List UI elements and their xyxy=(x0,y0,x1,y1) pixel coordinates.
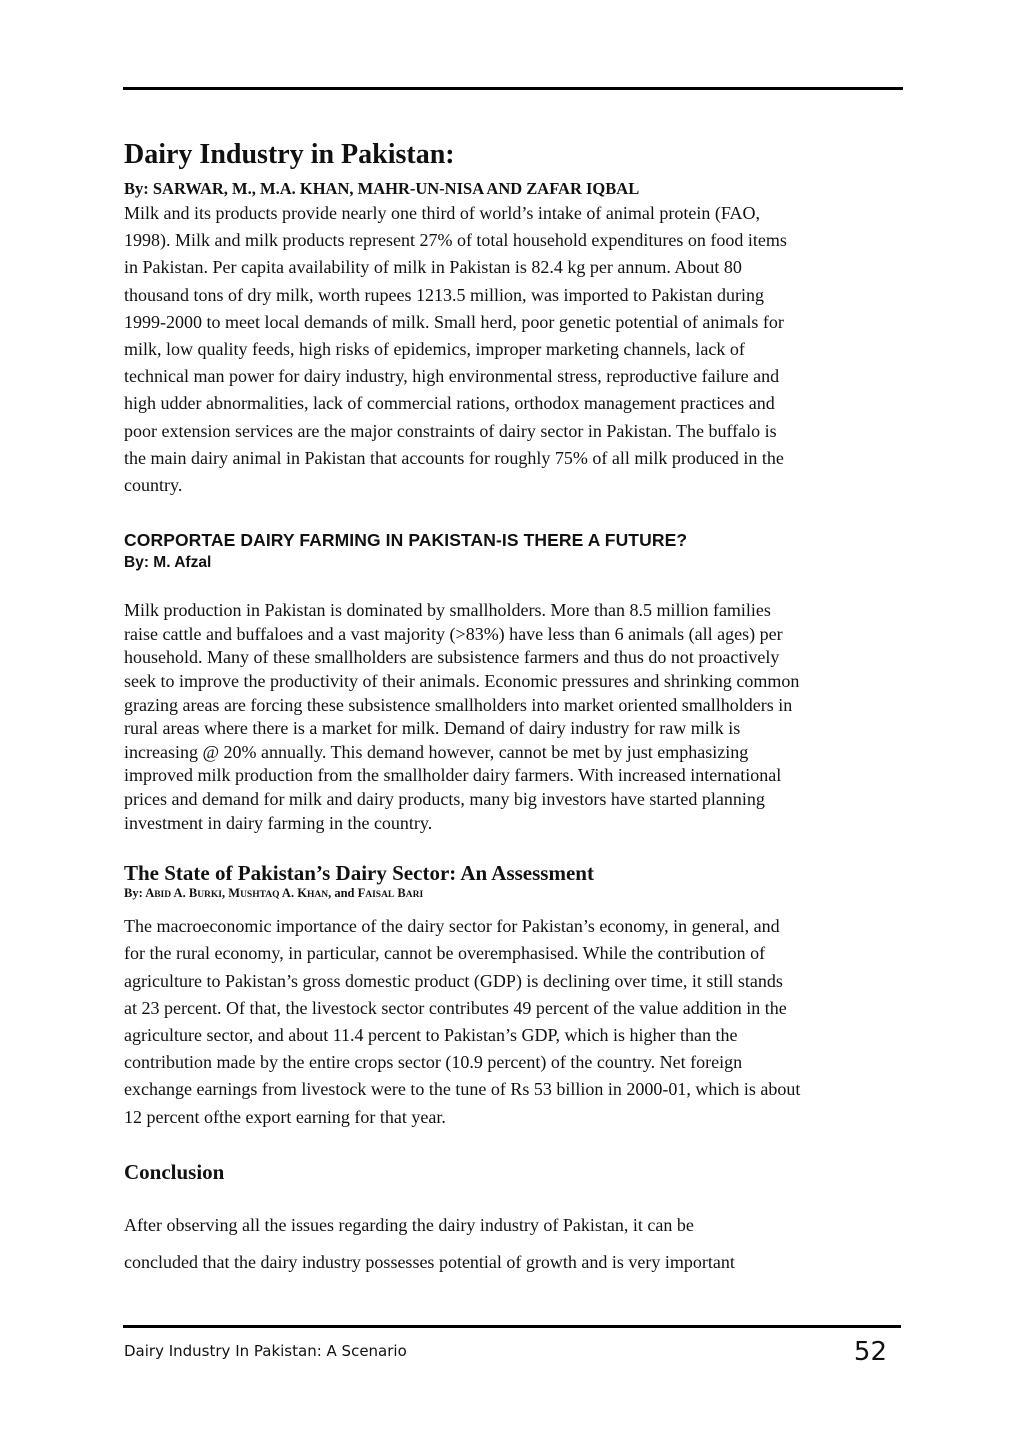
section2-title: CORPORTAE DAIRY FARMING IN PAKISTAN-IS THERE A FUTURE? xyxy=(124,530,688,551)
section3-body xyxy=(124,913,902,1131)
text-line: Milk and its products provide nearly one third of world’s intake of animal protein (FAO, xyxy=(124,203,761,223)
byline-smallcaps: AISAL xyxy=(365,890,395,901)
text-line: 12 percent ofthe export earning for that year. xyxy=(124,1106,446,1127)
text-line: After observing all the issues regarding the dairy industry of Pakistan, it can be xyxy=(124,1214,694,1235)
text-line: investment in dairy farming in the country. xyxy=(124,812,433,833)
text-line: high udder abnormalities, lack of commercial rations, orthodox management practices and xyxy=(124,393,775,414)
section4-body xyxy=(124,1207,902,1281)
footer-rule xyxy=(123,1325,901,1328)
byline-initial: B xyxy=(397,886,406,901)
byline-separator: , and xyxy=(328,886,358,901)
text-line: raise cattle and buffaloes and a vast majority (>83%) have less than 6 animals (all ages) per xyxy=(124,623,783,644)
section4-title: Conclusion xyxy=(124,1159,225,1184)
text-line: concluded that the dairy industry possesses potential of growth and is very important xyxy=(124,1251,735,1272)
text-line: the main dairy animal in Pakistan that accounts for roughly 75% of all milk produced in the xyxy=(124,447,784,468)
text-line: thousand tons of dry milk, worth rupees 1213.5 million, was imported to Pakistan during xyxy=(124,284,764,305)
text-line: improved milk production from the smallholder dairy farmers. With increased international xyxy=(124,765,782,786)
text-line: milk, low quality feeds, high risks of epidemics, improper marketing channels, lack of xyxy=(124,339,745,360)
text-line: The macroeconomic importance of the dairy sector for Pakistan’s economy, in general, and xyxy=(124,916,780,937)
section1-byline: By: SARWAR, M., M.A. KHAN, MAHR-UN-NISA AND ZAFAR IQBAL xyxy=(124,179,640,198)
section3-title: The State of Pakistan’s Dairy Sector: An Assessment xyxy=(124,861,594,886)
text-line: Milk production in Pakistan is dominated by smallholders. More than 8.5 million families xyxy=(124,600,771,621)
page-number: 52 xyxy=(853,1337,887,1367)
text-line: contribution made by the entire crops sector (10.9 percent) of the country. Net foreign xyxy=(124,1052,743,1073)
text-line: technical man power for dairy industry, high environmental stress, reproductive failure and xyxy=(124,366,780,387)
text-line: rural areas where there is a market for milk. Demand of dairy industry for raw milk is xyxy=(124,718,741,739)
text-line: agriculture to Pakistan’s gross domestic product (GDP) is declining over time, it still stands xyxy=(124,970,783,991)
byline-smallcaps: BID xyxy=(154,890,172,901)
byline-initial: B xyxy=(188,886,198,901)
text-line: country. xyxy=(124,475,183,496)
byline-text: A. xyxy=(171,886,189,901)
text-line: prices and demand for milk and dairy products, many big investors have started planning xyxy=(124,788,765,809)
text-line: 1998). Milk and milk products represent 27% of total household expenditures on food items xyxy=(124,230,787,251)
byline-prefix: By: xyxy=(124,886,146,901)
section1-body xyxy=(124,200,902,499)
text-line: household. Many of these smallholders are subsistence farmers and thus do not proactively xyxy=(124,647,780,668)
header-rule xyxy=(123,87,903,90)
text-line: seek to improve the productivity of their animals. Economic pressures and shrinking common xyxy=(124,671,800,692)
footer-title: Dairy Industry In Pakistan: A Scenario xyxy=(124,1342,407,1360)
text-line: 1999-2000 to meet local demands of milk. Small herd, poor genetic potential of animals for xyxy=(124,311,784,332)
byline-smallcaps: URKI xyxy=(197,890,222,901)
byline-separator: , xyxy=(222,886,229,901)
byline-text: A. xyxy=(279,886,298,901)
text-line: grazing areas are forcing these subsistence smallholders into market oriented smallholders in xyxy=(124,694,793,715)
byline-initial: F xyxy=(357,886,366,901)
text-line: for the rural economy, in particular, cannot be overemphasised. While the contribution of xyxy=(124,943,766,964)
section2-body xyxy=(124,599,902,835)
byline-initial: K xyxy=(297,886,307,901)
text-line: poor extension services are the major constraints of dairy sector in Pakistan. The buffalo is xyxy=(124,420,777,441)
section2-byline: By: M. Afzal xyxy=(124,554,212,572)
page-content xyxy=(124,138,902,1281)
section3-byline xyxy=(124,885,902,903)
text-line: agriculture sector, and about 11.4 percent to Pakistan’s GDP, which is higher than the xyxy=(124,1024,738,1045)
section1-title: Dairy Industry in Pakistan: xyxy=(124,139,455,170)
text-line: at 23 percent. Of that, the livestock sector contributes 49 percent of the value addition in the xyxy=(124,997,787,1018)
byline-smallcaps: USHTAQ xyxy=(240,890,280,901)
byline-initial: A xyxy=(145,886,155,901)
text-line: in Pakistan. Per capita availability of milk in Pakistan is 82.4 kg per annum. About 80 xyxy=(124,257,742,278)
text-line: exchange earnings from livestock were to the tune of Rs 53 billion in 2000-01, which is about xyxy=(124,1079,801,1100)
byline-smallcaps: HAN xyxy=(306,890,329,901)
byline-smallcaps: ARI xyxy=(405,890,424,901)
text-line: increasing @ 20% annually. This demand however, cannot be met by just emphasizing xyxy=(124,741,749,762)
byline-initial: M xyxy=(228,886,241,901)
